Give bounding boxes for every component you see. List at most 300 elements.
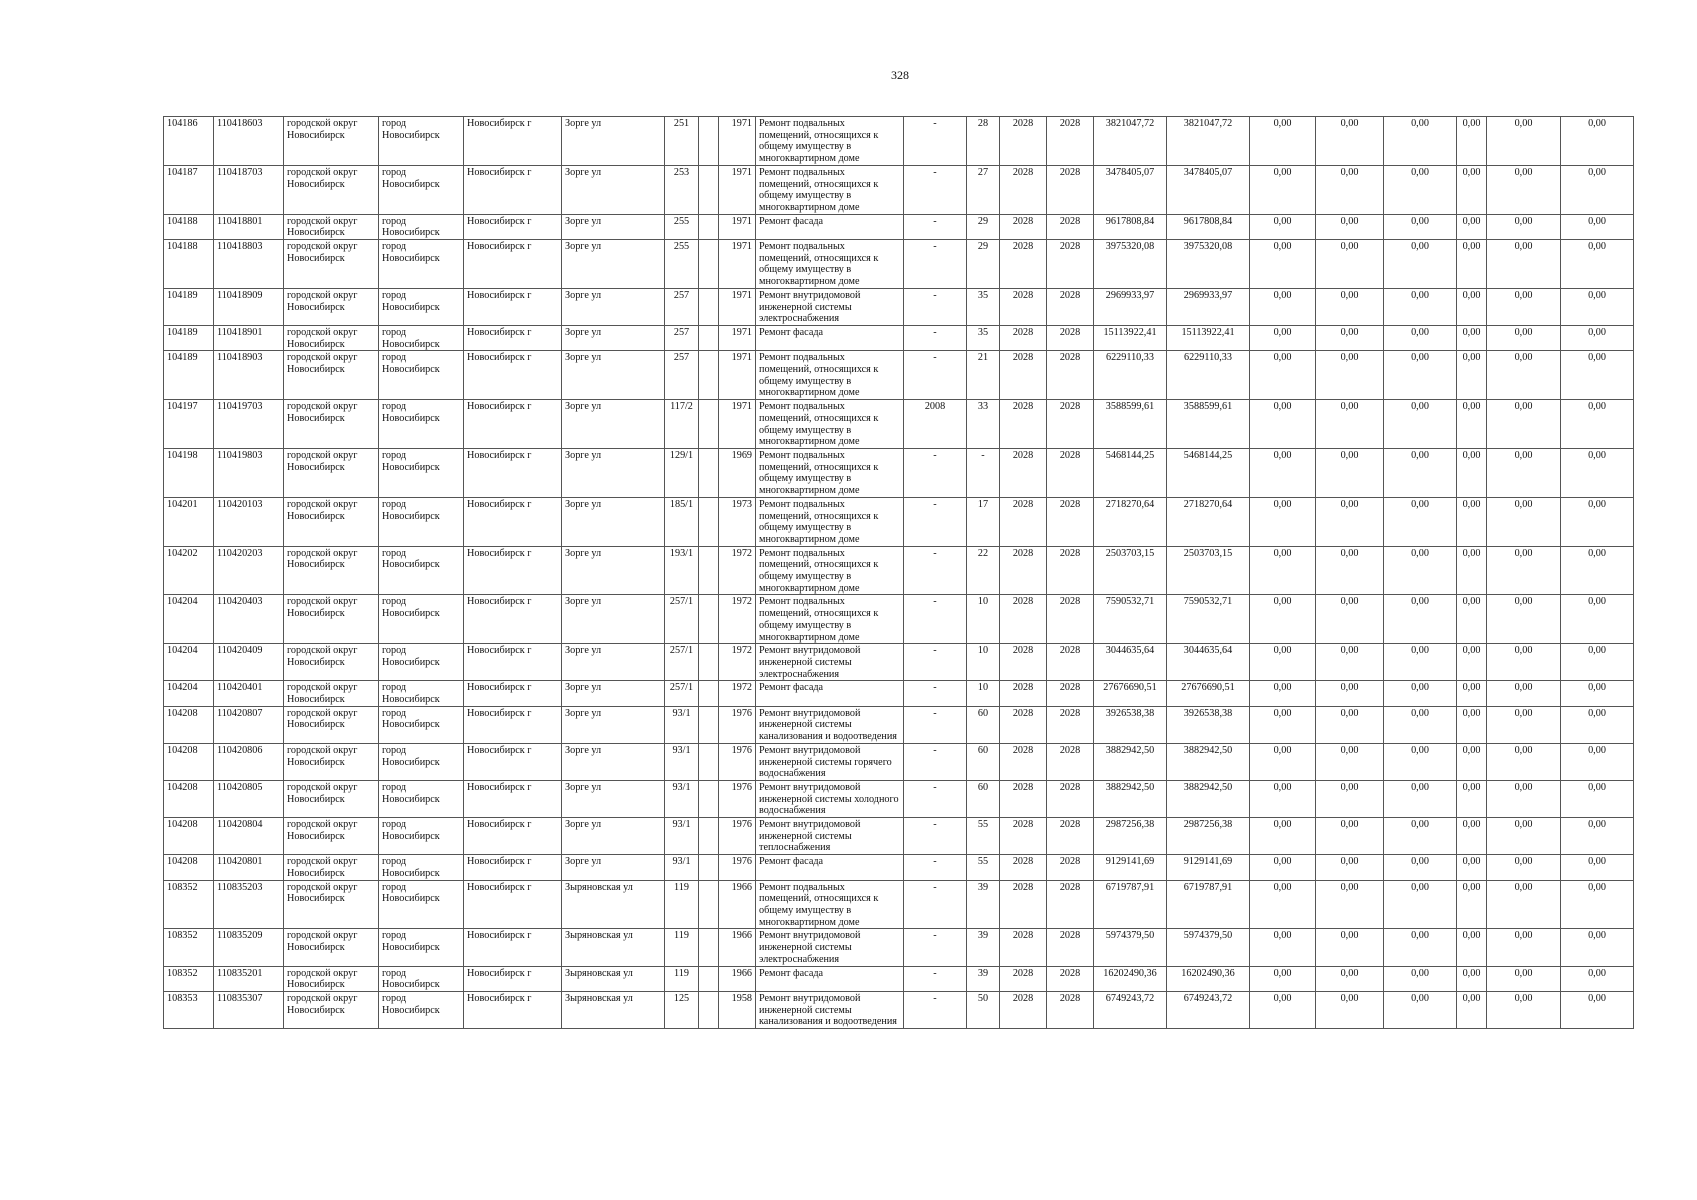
street-cell: Зорге ул <box>562 855 665 880</box>
house-number-cell: 255 <box>665 214 699 239</box>
amount-cell-1: 0,00 <box>1250 448 1316 497</box>
renovation-year-cell: 2008 <box>904 400 967 449</box>
table-row <box>164 644 1634 681</box>
fund-cost-cell: 7590532,71 <box>1167 595 1250 644</box>
total-cost-cell: 3882942,50 <box>1094 780 1167 817</box>
amount-cell-2: 0,00 <box>1316 546 1384 595</box>
table-row <box>164 288 1634 325</box>
empty-cell <box>699 743 719 780</box>
amount-cell-3: 0,00 <box>1384 214 1457 239</box>
street-cell: Зорге ул <box>562 743 665 780</box>
settlement-cell: город Новосибирск <box>379 117 464 166</box>
work-type-cell: Ремонт фасада <box>756 966 904 991</box>
amount-cell-4: 0,00 <box>1457 644 1487 681</box>
empty-cell <box>699 644 719 681</box>
house-number-cell: 251 <box>665 117 699 166</box>
street-cell: Зорге ул <box>562 448 665 497</box>
plan-year-end-cell: 2028 <box>1047 991 1094 1028</box>
amount-cell-4: 0,00 <box>1457 117 1487 166</box>
amount-cell-3: 0,00 <box>1384 818 1457 855</box>
fund-cost-cell: 2718270,64 <box>1167 497 1250 546</box>
renovation-year-cell: - <box>904 681 967 706</box>
wear-cell: 39 <box>967 966 1000 991</box>
fund-cost-cell: 3882942,50 <box>1167 743 1250 780</box>
plan-year-start-cell: 2028 <box>1000 400 1047 449</box>
fund-cost-cell: 3926538,38 <box>1167 706 1250 743</box>
work-type-cell: Ремонт подвальных помещений, относящихся к общему имуществу в многоквартирном доме <box>756 165 904 214</box>
work-code-cell: 110418801 <box>214 214 284 239</box>
district-cell: городской округ Новосибирск <box>284 288 379 325</box>
work-type-cell: Ремонт фасада <box>756 681 904 706</box>
record-id-cell: 104188 <box>164 214 214 239</box>
amount-cell-5: 0,00 <box>1487 117 1561 166</box>
city-cell: Новосибирск г <box>464 991 562 1028</box>
table-row <box>164 214 1634 239</box>
city-cell: Новосибирск г <box>464 117 562 166</box>
settlement-cell: город Новосибирск <box>379 929 464 966</box>
renovation-year-cell: - <box>904 780 967 817</box>
empty-cell <box>699 165 719 214</box>
amount-cell-6: 0,00 <box>1561 400 1634 449</box>
street-cell: Зорге ул <box>562 546 665 595</box>
wear-cell: 28 <box>967 117 1000 166</box>
settlement-cell: город Новосибирск <box>379 214 464 239</box>
work-type-cell: Ремонт внутридомовой инженерной системы канализования и водоотведения <box>756 991 904 1028</box>
empty-cell <box>699 681 719 706</box>
plan-year-end-cell: 2028 <box>1047 448 1094 497</box>
settlement-cell: город Новосибирск <box>379 780 464 817</box>
total-cost-cell: 5974379,50 <box>1094 929 1167 966</box>
plan-year-start-cell: 2028 <box>1000 117 1047 166</box>
renovation-year-cell: - <box>904 880 967 929</box>
amount-cell-2: 0,00 <box>1316 448 1384 497</box>
total-cost-cell: 3044635,64 <box>1094 644 1167 681</box>
city-cell: Новосибирск г <box>464 214 562 239</box>
settlement-cell: город Новосибирск <box>379 546 464 595</box>
amount-cell-5: 0,00 <box>1487 325 1561 350</box>
renovation-year-cell: - <box>904 743 967 780</box>
amount-cell-4: 0,00 <box>1457 966 1487 991</box>
amount-cell-5: 0,00 <box>1487 240 1561 289</box>
table-row <box>164 780 1634 817</box>
house-number-cell: 257/1 <box>665 644 699 681</box>
district-cell: городской округ Новосибирск <box>284 325 379 350</box>
build-year-cell: 1976 <box>719 855 756 880</box>
city-cell: Новосибирск г <box>464 288 562 325</box>
district-cell: городской округ Новосибирск <box>284 546 379 595</box>
table-row <box>164 929 1634 966</box>
renovation-year-cell: - <box>904 818 967 855</box>
amount-cell-3: 0,00 <box>1384 681 1457 706</box>
plan-year-start-cell: 2028 <box>1000 706 1047 743</box>
amount-cell-5: 0,00 <box>1487 991 1561 1028</box>
amount-cell-2: 0,00 <box>1316 351 1384 400</box>
street-cell: Зорге ул <box>562 214 665 239</box>
house-number-cell: 93/1 <box>665 855 699 880</box>
house-number-cell: 257 <box>665 288 699 325</box>
amount-cell-2: 0,00 <box>1316 165 1384 214</box>
work-code-cell: 110420807 <box>214 706 284 743</box>
district-cell: городской округ Новосибирск <box>284 880 379 929</box>
plan-year-start-cell: 2028 <box>1000 929 1047 966</box>
amount-cell-5: 0,00 <box>1487 595 1561 644</box>
amount-cell-6: 0,00 <box>1561 681 1634 706</box>
amount-cell-1: 0,00 <box>1250 818 1316 855</box>
settlement-cell: город Новосибирск <box>379 743 464 780</box>
settlement-cell: город Новосибирск <box>379 855 464 880</box>
record-id-cell: 108352 <box>164 929 214 966</box>
amount-cell-6: 0,00 <box>1561 214 1634 239</box>
plan-year-end-cell: 2028 <box>1047 855 1094 880</box>
table-row <box>164 117 1634 166</box>
fund-cost-cell: 3975320,08 <box>1167 240 1250 289</box>
wear-cell: 27 <box>967 165 1000 214</box>
empty-cell <box>699 991 719 1028</box>
district-cell: городской округ Новосибирск <box>284 681 379 706</box>
amount-cell-1: 0,00 <box>1250 743 1316 780</box>
street-cell: Зорге ул <box>562 681 665 706</box>
wear-cell: 10 <box>967 644 1000 681</box>
amount-cell-6: 0,00 <box>1561 288 1634 325</box>
district-cell: городской округ Новосибирск <box>284 117 379 166</box>
city-cell: Новосибирск г <box>464 165 562 214</box>
amount-cell-1: 0,00 <box>1250 117 1316 166</box>
amount-cell-1: 0,00 <box>1250 991 1316 1028</box>
renovation-year-cell: - <box>904 497 967 546</box>
amount-cell-1: 0,00 <box>1250 497 1316 546</box>
record-id-cell: 104204 <box>164 644 214 681</box>
work-type-cell: Ремонт фасада <box>756 325 904 350</box>
record-id-cell: 104201 <box>164 497 214 546</box>
amount-cell-3: 0,00 <box>1384 991 1457 1028</box>
amount-cell-2: 0,00 <box>1316 880 1384 929</box>
district-cell: городской округ Новосибирск <box>284 780 379 817</box>
total-cost-cell: 7590532,71 <box>1094 595 1167 644</box>
amount-cell-3: 0,00 <box>1384 240 1457 289</box>
plan-year-end-cell: 2028 <box>1047 706 1094 743</box>
district-cell: городской округ Новосибирск <box>284 351 379 400</box>
page-number: 328 <box>891 68 909 82</box>
house-number-cell: 257 <box>665 351 699 400</box>
work-code-cell: 110419703 <box>214 400 284 449</box>
wear-cell: 10 <box>967 595 1000 644</box>
plan-year-end-cell: 2028 <box>1047 240 1094 289</box>
settlement-cell: город Новосибирск <box>379 325 464 350</box>
table-row <box>164 880 1634 929</box>
amount-cell-4: 0,00 <box>1457 240 1487 289</box>
record-id-cell: 108352 <box>164 966 214 991</box>
settlement-cell: город Новосибирск <box>379 880 464 929</box>
renovation-year-cell: - <box>904 966 967 991</box>
work-code-cell: 110418603 <box>214 117 284 166</box>
fund-cost-cell: 3478405,07 <box>1167 165 1250 214</box>
record-id-cell: 104208 <box>164 706 214 743</box>
amount-cell-2: 0,00 <box>1316 400 1384 449</box>
fund-cost-cell: 6719787,91 <box>1167 880 1250 929</box>
street-cell: Зорге ул <box>562 240 665 289</box>
renovation-year-cell: - <box>904 214 967 239</box>
work-code-cell: 110420409 <box>214 644 284 681</box>
city-cell: Новосибирск г <box>464 497 562 546</box>
amount-cell-2: 0,00 <box>1316 497 1384 546</box>
district-cell: городской округ Новосибирск <box>284 991 379 1028</box>
table-row <box>164 743 1634 780</box>
street-cell: Зорге ул <box>562 288 665 325</box>
amount-cell-1: 0,00 <box>1250 966 1316 991</box>
amount-cell-4: 0,00 <box>1457 351 1487 400</box>
plan-year-end-cell: 2028 <box>1047 117 1094 166</box>
total-cost-cell: 27676690,51 <box>1094 681 1167 706</box>
wear-cell: 21 <box>967 351 1000 400</box>
amount-cell-6: 0,00 <box>1561 743 1634 780</box>
amount-cell-3: 0,00 <box>1384 497 1457 546</box>
settlement-cell: город Новосибирск <box>379 595 464 644</box>
plan-year-start-cell: 2028 <box>1000 595 1047 644</box>
amount-cell-1: 0,00 <box>1250 400 1316 449</box>
amount-cell-5: 0,00 <box>1487 706 1561 743</box>
amount-cell-1: 0,00 <box>1250 706 1316 743</box>
city-cell: Новосибирск г <box>464 880 562 929</box>
work-code-cell: 110418901 <box>214 325 284 350</box>
record-id-cell: 108352 <box>164 880 214 929</box>
work-type-cell: Ремонт подвальных помещений, относящихся к общему имуществу в многоквартирном доме <box>756 880 904 929</box>
amount-cell-4: 0,00 <box>1457 546 1487 595</box>
table-row <box>164 400 1634 449</box>
amount-cell-5: 0,00 <box>1487 448 1561 497</box>
empty-cell <box>699 325 719 350</box>
amount-cell-1: 0,00 <box>1250 681 1316 706</box>
plan-year-start-cell: 2028 <box>1000 214 1047 239</box>
record-id-cell: 108353 <box>164 991 214 1028</box>
amount-cell-5: 0,00 <box>1487 880 1561 929</box>
city-cell: Новосибирск г <box>464 743 562 780</box>
amount-cell-1: 0,00 <box>1250 880 1316 929</box>
renovation-year-cell: - <box>904 546 967 595</box>
street-cell: Зорге ул <box>562 165 665 214</box>
settlement-cell: город Новосибирск <box>379 351 464 400</box>
plan-year-start-cell: 2028 <box>1000 780 1047 817</box>
amount-cell-4: 0,00 <box>1457 595 1487 644</box>
house-number-cell: 255 <box>665 240 699 289</box>
empty-cell <box>699 546 719 595</box>
total-cost-cell: 3478405,07 <box>1094 165 1167 214</box>
city-cell: Новосибирск г <box>464 351 562 400</box>
empty-cell <box>699 400 719 449</box>
build-year-cell: 1958 <box>719 991 756 1028</box>
amount-cell-4: 0,00 <box>1457 743 1487 780</box>
wear-cell: 35 <box>967 325 1000 350</box>
record-id-cell: 104204 <box>164 595 214 644</box>
amount-cell-5: 0,00 <box>1487 743 1561 780</box>
amount-cell-5: 0,00 <box>1487 165 1561 214</box>
amount-cell-1: 0,00 <box>1250 546 1316 595</box>
fund-cost-cell: 6749243,72 <box>1167 991 1250 1028</box>
wear-cell: 29 <box>967 214 1000 239</box>
city-cell: Новосибирск г <box>464 644 562 681</box>
total-cost-cell: 2503703,15 <box>1094 546 1167 595</box>
house-number-cell: 119 <box>665 966 699 991</box>
amount-cell-4: 0,00 <box>1457 165 1487 214</box>
amount-cell-6: 0,00 <box>1561 818 1634 855</box>
house-number-cell: 185/1 <box>665 497 699 546</box>
amount-cell-4: 0,00 <box>1457 929 1487 966</box>
plan-year-start-cell: 2028 <box>1000 240 1047 289</box>
work-type-cell: Ремонт внутридомовой инженерной системы теплоснабжения <box>756 818 904 855</box>
amount-cell-5: 0,00 <box>1487 288 1561 325</box>
work-code-cell: 110835307 <box>214 991 284 1028</box>
build-year-cell: 1971 <box>719 325 756 350</box>
amount-cell-1: 0,00 <box>1250 165 1316 214</box>
empty-cell <box>699 214 719 239</box>
total-cost-cell: 3821047,72 <box>1094 117 1167 166</box>
plan-year-start-cell: 2028 <box>1000 165 1047 214</box>
work-code-cell: 110420403 <box>214 595 284 644</box>
fund-cost-cell: 5468144,25 <box>1167 448 1250 497</box>
record-id-cell: 104197 <box>164 400 214 449</box>
wear-cell: 39 <box>967 929 1000 966</box>
street-cell: Зыряновская ул <box>562 880 665 929</box>
total-cost-cell: 6719787,91 <box>1094 880 1167 929</box>
work-type-cell: Ремонт подвальных помещений, относящихся к общему имуществу в многоквартирном доме <box>756 351 904 400</box>
total-cost-cell: 3975320,08 <box>1094 240 1167 289</box>
district-cell: городской округ Новосибирск <box>284 644 379 681</box>
build-year-cell: 1971 <box>719 351 756 400</box>
renovation-year-cell: - <box>904 240 967 289</box>
total-cost-cell: 9129141,69 <box>1094 855 1167 880</box>
table-row <box>164 595 1634 644</box>
record-id-cell: 104208 <box>164 743 214 780</box>
table-row <box>164 706 1634 743</box>
wear-cell: 33 <box>967 400 1000 449</box>
street-cell: Зорге ул <box>562 117 665 166</box>
renovation-year-cell: - <box>904 117 967 166</box>
wear-cell: 17 <box>967 497 1000 546</box>
work-code-cell: 110418703 <box>214 165 284 214</box>
repair-schedule-table <box>163 116 1634 1029</box>
empty-cell <box>699 117 719 166</box>
street-cell: Зорге ул <box>562 818 665 855</box>
city-cell: Новосибирск г <box>464 681 562 706</box>
amount-cell-2: 0,00 <box>1316 117 1384 166</box>
settlement-cell: город Новосибирск <box>379 448 464 497</box>
house-number-cell: 117/2 <box>665 400 699 449</box>
build-year-cell: 1972 <box>719 681 756 706</box>
amount-cell-3: 0,00 <box>1384 644 1457 681</box>
plan-year-end-cell: 2028 <box>1047 743 1094 780</box>
fund-cost-cell: 2969933,97 <box>1167 288 1250 325</box>
amount-cell-2: 0,00 <box>1316 706 1384 743</box>
amount-cell-6: 0,00 <box>1561 325 1634 350</box>
work-type-cell: Ремонт фасада <box>756 855 904 880</box>
amount-cell-3: 0,00 <box>1384 546 1457 595</box>
amount-cell-2: 0,00 <box>1316 644 1384 681</box>
amount-cell-3: 0,00 <box>1384 929 1457 966</box>
amount-cell-2: 0,00 <box>1316 855 1384 880</box>
wear-cell: 10 <box>967 681 1000 706</box>
build-year-cell: 1966 <box>719 929 756 966</box>
work-code-cell: 110835203 <box>214 880 284 929</box>
amount-cell-3: 0,00 <box>1384 706 1457 743</box>
build-year-cell: 1972 <box>719 644 756 681</box>
amount-cell-3: 0,00 <box>1384 743 1457 780</box>
city-cell: Новосибирск г <box>464 929 562 966</box>
plan-year-start-cell: 2028 <box>1000 288 1047 325</box>
street-cell: Зыряновская ул <box>562 929 665 966</box>
amount-cell-1: 0,00 <box>1250 288 1316 325</box>
plan-year-start-cell: 2028 <box>1000 991 1047 1028</box>
house-number-cell: 257 <box>665 325 699 350</box>
plan-year-end-cell: 2028 <box>1047 966 1094 991</box>
city-cell: Новосибирск г <box>464 546 562 595</box>
renovation-year-cell: - <box>904 325 967 350</box>
amount-cell-3: 0,00 <box>1384 855 1457 880</box>
settlement-cell: город Новосибирск <box>379 991 464 1028</box>
wear-cell: 55 <box>967 855 1000 880</box>
work-code-cell: 110419803 <box>214 448 284 497</box>
amount-cell-6: 0,00 <box>1561 165 1634 214</box>
amount-cell-3: 0,00 <box>1384 117 1457 166</box>
street-cell: Зорге ул <box>562 780 665 817</box>
table-row <box>164 991 1634 1028</box>
amount-cell-6: 0,00 <box>1561 966 1634 991</box>
amount-cell-1: 0,00 <box>1250 325 1316 350</box>
record-id-cell: 104208 <box>164 780 214 817</box>
amount-cell-4: 0,00 <box>1457 818 1487 855</box>
settlement-cell: город Новосибирск <box>379 706 464 743</box>
work-type-cell: Ремонт внутридомовой инженерной системы электроснабжения <box>756 644 904 681</box>
settlement-cell: город Новосибирск <box>379 288 464 325</box>
amount-cell-2: 0,00 <box>1316 929 1384 966</box>
amount-cell-5: 0,00 <box>1487 681 1561 706</box>
amount-cell-5: 0,00 <box>1487 497 1561 546</box>
street-cell: Зыряновская ул <box>562 966 665 991</box>
renovation-year-cell: - <box>904 351 967 400</box>
city-cell: Новосибирск г <box>464 325 562 350</box>
settlement-cell: город Новосибирск <box>379 681 464 706</box>
build-year-cell: 1973 <box>719 497 756 546</box>
amount-cell-4: 0,00 <box>1457 497 1487 546</box>
plan-year-end-cell: 2028 <box>1047 681 1094 706</box>
work-code-cell: 110835201 <box>214 966 284 991</box>
work-type-cell: Ремонт подвальных помещений, относящихся к общему имуществу в многоквартирном доме <box>756 117 904 166</box>
build-year-cell: 1976 <box>719 706 756 743</box>
empty-cell <box>699 351 719 400</box>
build-year-cell: 1976 <box>719 743 756 780</box>
record-id-cell: 104186 <box>164 117 214 166</box>
amount-cell-5: 0,00 <box>1487 644 1561 681</box>
district-cell: городской округ Новосибирск <box>284 448 379 497</box>
fund-cost-cell: 9129141,69 <box>1167 855 1250 880</box>
empty-cell <box>699 966 719 991</box>
record-id-cell: 104208 <box>164 855 214 880</box>
record-id-cell: 104202 <box>164 546 214 595</box>
plan-year-start-cell: 2028 <box>1000 351 1047 400</box>
record-id-cell: 104189 <box>164 288 214 325</box>
empty-cell <box>699 780 719 817</box>
amount-cell-1: 0,00 <box>1250 780 1316 817</box>
amount-cell-4: 0,00 <box>1457 780 1487 817</box>
amount-cell-4: 0,00 <box>1457 706 1487 743</box>
district-cell: городской округ Новосибирск <box>284 240 379 289</box>
fund-cost-cell: 27676690,51 <box>1167 681 1250 706</box>
amount-cell-3: 0,00 <box>1384 165 1457 214</box>
amount-cell-4: 0,00 <box>1457 214 1487 239</box>
fund-cost-cell: 2503703,15 <box>1167 546 1250 595</box>
house-number-cell: 93/1 <box>665 818 699 855</box>
plan-year-start-cell: 2028 <box>1000 743 1047 780</box>
build-year-cell: 1971 <box>719 240 756 289</box>
amount-cell-2: 0,00 <box>1316 818 1384 855</box>
